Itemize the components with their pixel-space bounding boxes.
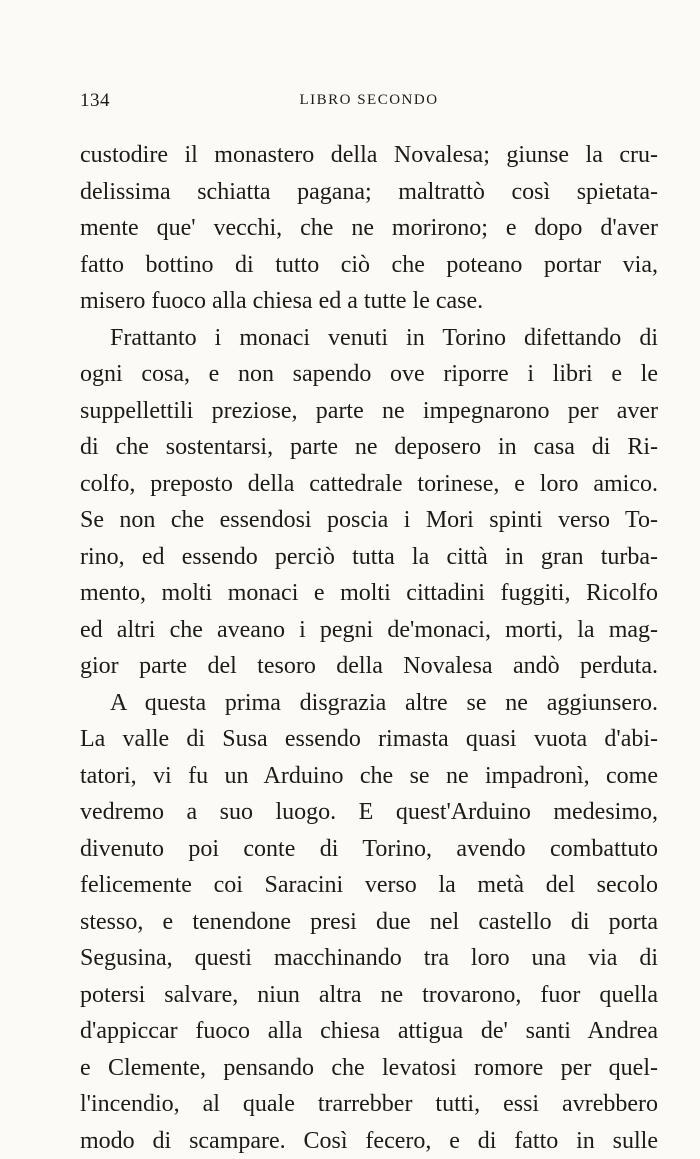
text-line: stesso, e tenendone presi due nel castello di porta — [80, 904, 658, 941]
page-number: 134 — [80, 90, 110, 112]
text-line: custodire il monastero della Novalesa; giunse la cru- — [80, 137, 658, 174]
text-line: tatori, vi fu un Arduino che se ne impadronì, come — [80, 758, 658, 795]
text-line: potersi salvare, niun altra ne trovarono, fuor quella — [80, 977, 658, 1014]
text-line: La valle di Susa essendo rimasta quasi vuota d'abi- — [80, 721, 658, 758]
text-line: ogni cosa, e non sapendo ove riporre i libri e le — [80, 356, 658, 393]
running-head: LIBRO SECONDO — [80, 92, 658, 109]
text-line: l'incendio, al quale trarrebber tutti, essi avrebbero — [80, 1086, 658, 1123]
text-line: fatto bottino di tutto ciò che poteano portar via, — [80, 247, 658, 284]
page-header — [80, 90, 658, 120]
text-line: modo di scampare. Così fecero, e di fatto in sulle — [80, 1123, 658, 1159]
text-line: divenuto poi conte di Torino, avendo combattuto — [80, 831, 658, 868]
text-line: e Clemente, pensando che levatosi romore per quel- — [80, 1050, 658, 1087]
text-line: mente que' vecchi, che ne morirono; e dopo d'aver — [80, 210, 658, 247]
text-line: Segusina, questi macchinando tra loro una via di — [80, 940, 658, 977]
text-line: felicemente coi Saracini verso la metà del secolo — [80, 867, 658, 904]
text-line: rino, ed essendo perciò tutta la città in gran turba- — [80, 539, 658, 576]
text-line: misero fuoco alla chiesa ed a tutte le case. — [80, 283, 658, 320]
text-line: colfo, preposto della cattedrale torinese, e loro amico. — [80, 466, 658, 503]
text-line: Se non che essendosi poscia i Mori spinti verso To- — [80, 502, 658, 539]
text-line: A questa prima disgrazia altre se ne aggiunsero. — [80, 685, 658, 722]
text-line: vedremo a suo luogo. E quest'Arduino medesimo, — [80, 794, 658, 831]
text-line: gior parte del tesoro della Novalesa andò perduta. — [80, 648, 658, 685]
text-line: di che sostentarsi, parte ne deposero in casa di Ri- — [80, 429, 658, 466]
text-line: ed altri che aveano i pegni de'monaci, morti, la mag- — [80, 612, 658, 649]
text-line: d'appiccar fuoco alla chiesa attigua de' santi Andrea — [80, 1013, 658, 1050]
text-line: delissima schiatta pagana; maltrattò così spietata- — [80, 174, 658, 211]
text-line: suppellettili preziose, parte ne impegnarono per aver — [80, 393, 658, 430]
body-text — [80, 137, 658, 1159]
text-line: Frattanto i monaci venuti in Torino difettando di — [80, 320, 658, 357]
text-line: mento, molti monaci e molti cittadini fuggiti, Ricolfo — [80, 575, 658, 612]
